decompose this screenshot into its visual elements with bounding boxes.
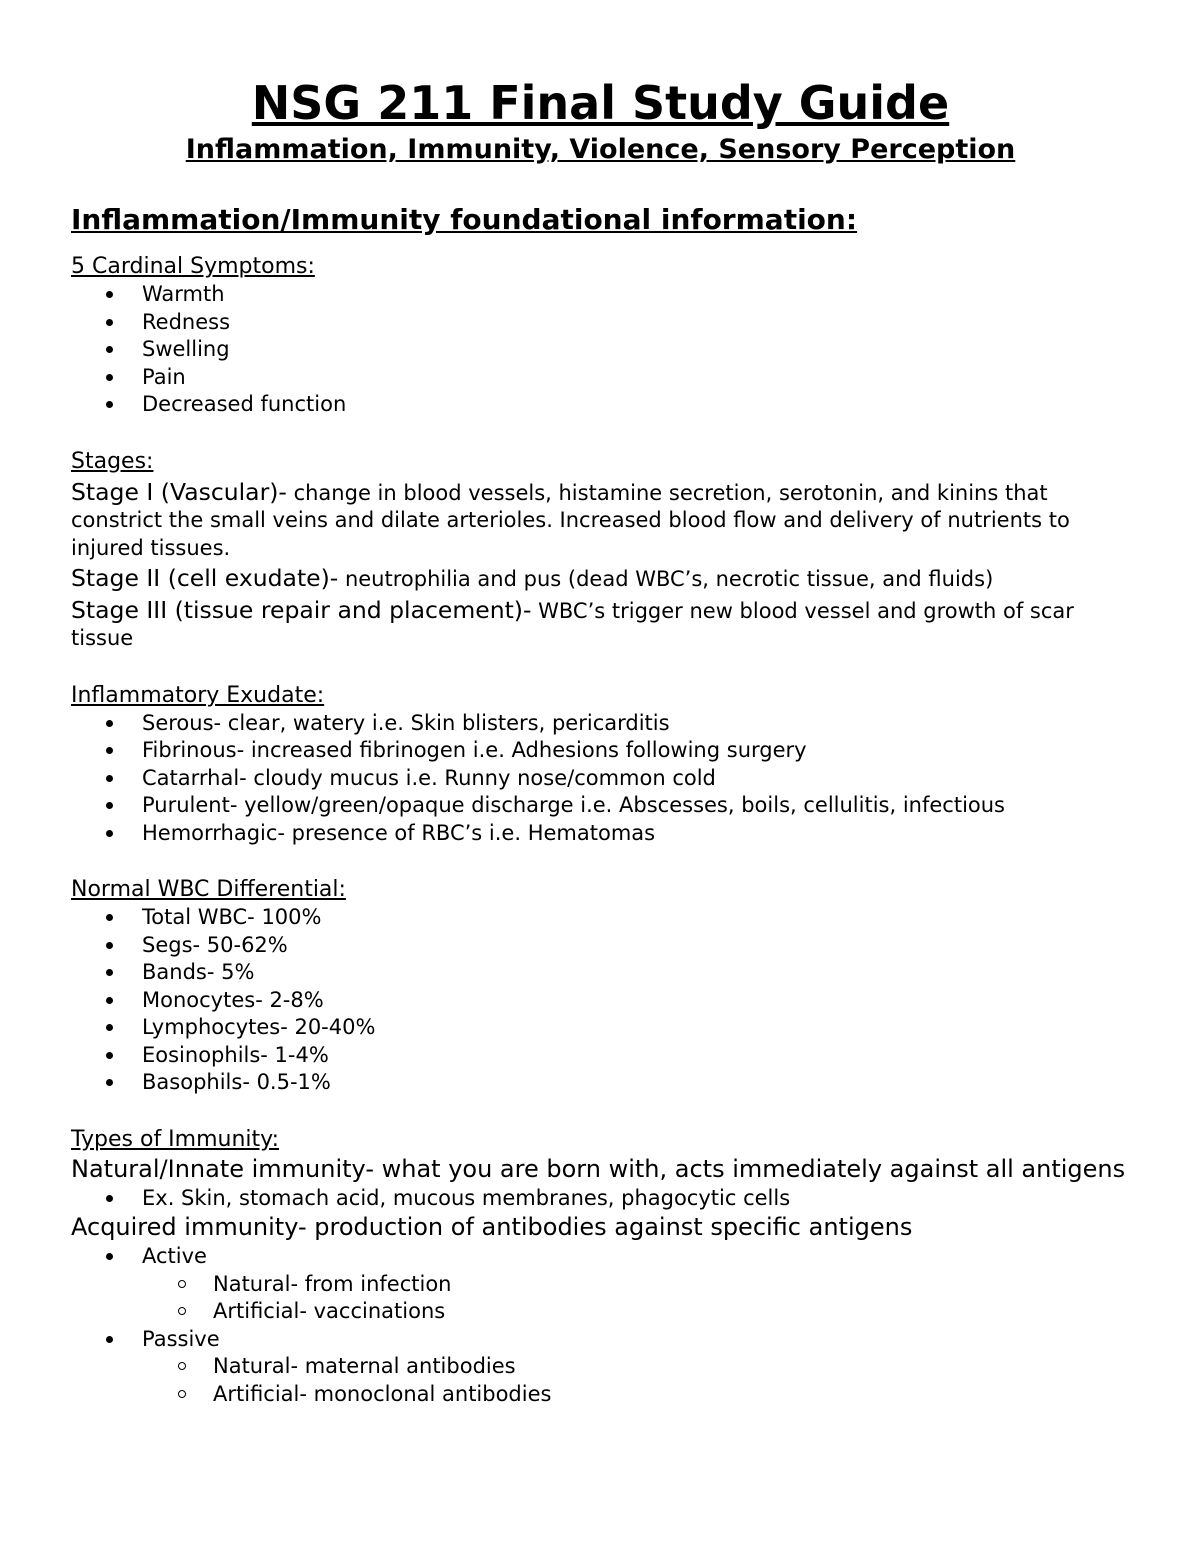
stages-heading: Stages: [71, 448, 154, 474]
cardinal-symptoms-section [71, 252, 1130, 419]
exudate-section [71, 681, 1130, 848]
stage-1 [71, 479, 1130, 563]
list-item: Segs- 50-62% [71, 932, 1130, 960]
list-item-active: Active [71, 1243, 1130, 1271]
acquired-immunity: Acquired immunity- production of antibodies against specific antigens [71, 1213, 913, 1241]
list-item: Monocytes- 2-8% [71, 987, 1130, 1015]
cardinal-symptoms-heading: 5 Cardinal Symptoms: [71, 254, 315, 279]
stages-section [71, 447, 1130, 653]
stage-2 [71, 565, 1130, 594]
stage-3 [71, 597, 1130, 653]
list-item: Catarrhal- cloudy mucus i.e. Runny nose/common cold [71, 765, 1130, 793]
list-item: Natural- maternal antibodies [71, 1353, 1130, 1381]
stage-1-label: Stage I (Vascular)- [71, 477, 287, 506]
section-title: Inflammation/Immunity foundational information: [71, 203, 858, 236]
stage-1-text: change in blood vessels, histamine secretion, serotonin, and kinins that constrict the small veins and dilate arterioles. Increased blood flow and delivery of nutrients to injured tissues. [71, 480, 1070, 560]
stage-3-text: WBC’s trigger new blood vessel and growth of scar tissue [71, 598, 1074, 650]
list-item: Bands- 5% [71, 959, 1130, 987]
immunity-heading: Types of Immunity: [71, 1126, 279, 1152]
list-item: Artificial- monoclonal antibodies [71, 1381, 1130, 1409]
acquired-immunity-list [71, 1243, 1130, 1408]
list-item: Purulent- yellow/green/opaque discharge i.e. Abscesses, boils, cellulitis, infectious [71, 792, 1130, 820]
list-item: Artificial- vaccinations [71, 1298, 1130, 1326]
wbc-heading: Normal WBC Differential: [71, 877, 346, 902]
wbc-list [71, 904, 1130, 1097]
cardinal-symptoms-list [71, 281, 1130, 419]
list-item: Swelling [71, 336, 1130, 364]
exudate-heading: Inflammatory Exudate: [71, 682, 325, 708]
stage-2-text: neutrophilia and pus (dead WBC’s, necrotic tissue, and fluids) [338, 567, 994, 591]
list-item: Ex. Skin, stomach acid, mucous membranes, phagocytic cells [71, 1185, 1130, 1213]
immunity-section [71, 1125, 1130, 1409]
stage-2-label: Stage II (cell exudate)- [71, 564, 339, 592]
list-item: Total WBC- 100% [71, 904, 1130, 932]
list-item: Hemorrhagic- presence of RBC’s i.e. Hematomas [71, 820, 1130, 848]
list-item: Decreased function [71, 391, 1130, 419]
list-item: Serous- clear, watery i.e. Skin blisters, pericarditis [71, 710, 1130, 738]
list-item-passive: Passive [71, 1326, 1130, 1354]
list-item: Basophils- 0.5-1% [71, 1069, 1130, 1097]
list-item: Fibrinous- increased fibrinogen i.e. Adhesions following surgery [71, 737, 1130, 765]
page-title: NSG 211 Final Study Guide [251, 76, 950, 130]
list-item: Eosinophils- 1-4% [71, 1042, 1130, 1070]
list-item: Pain [71, 364, 1130, 392]
exudate-list [71, 710, 1130, 848]
list-item: Lymphocytes- 20-40% [71, 1014, 1130, 1042]
natural-immunity-list [71, 1185, 1130, 1213]
list-item: Redness [71, 309, 1130, 337]
list-item: Warmth [71, 281, 1130, 309]
list-item: Natural- from infection [71, 1271, 1130, 1299]
page-subtitle: Inflammation, Immunity, Violence, Sensory Perception [185, 134, 1016, 165]
stage-3-label: Stage III (tissue repair and placement)- [71, 595, 532, 624]
natural-immunity: Natural/Innate immunity- what you are born with, acts immediately against all antigens [71, 1154, 1126, 1183]
wbc-section [71, 875, 1130, 1097]
